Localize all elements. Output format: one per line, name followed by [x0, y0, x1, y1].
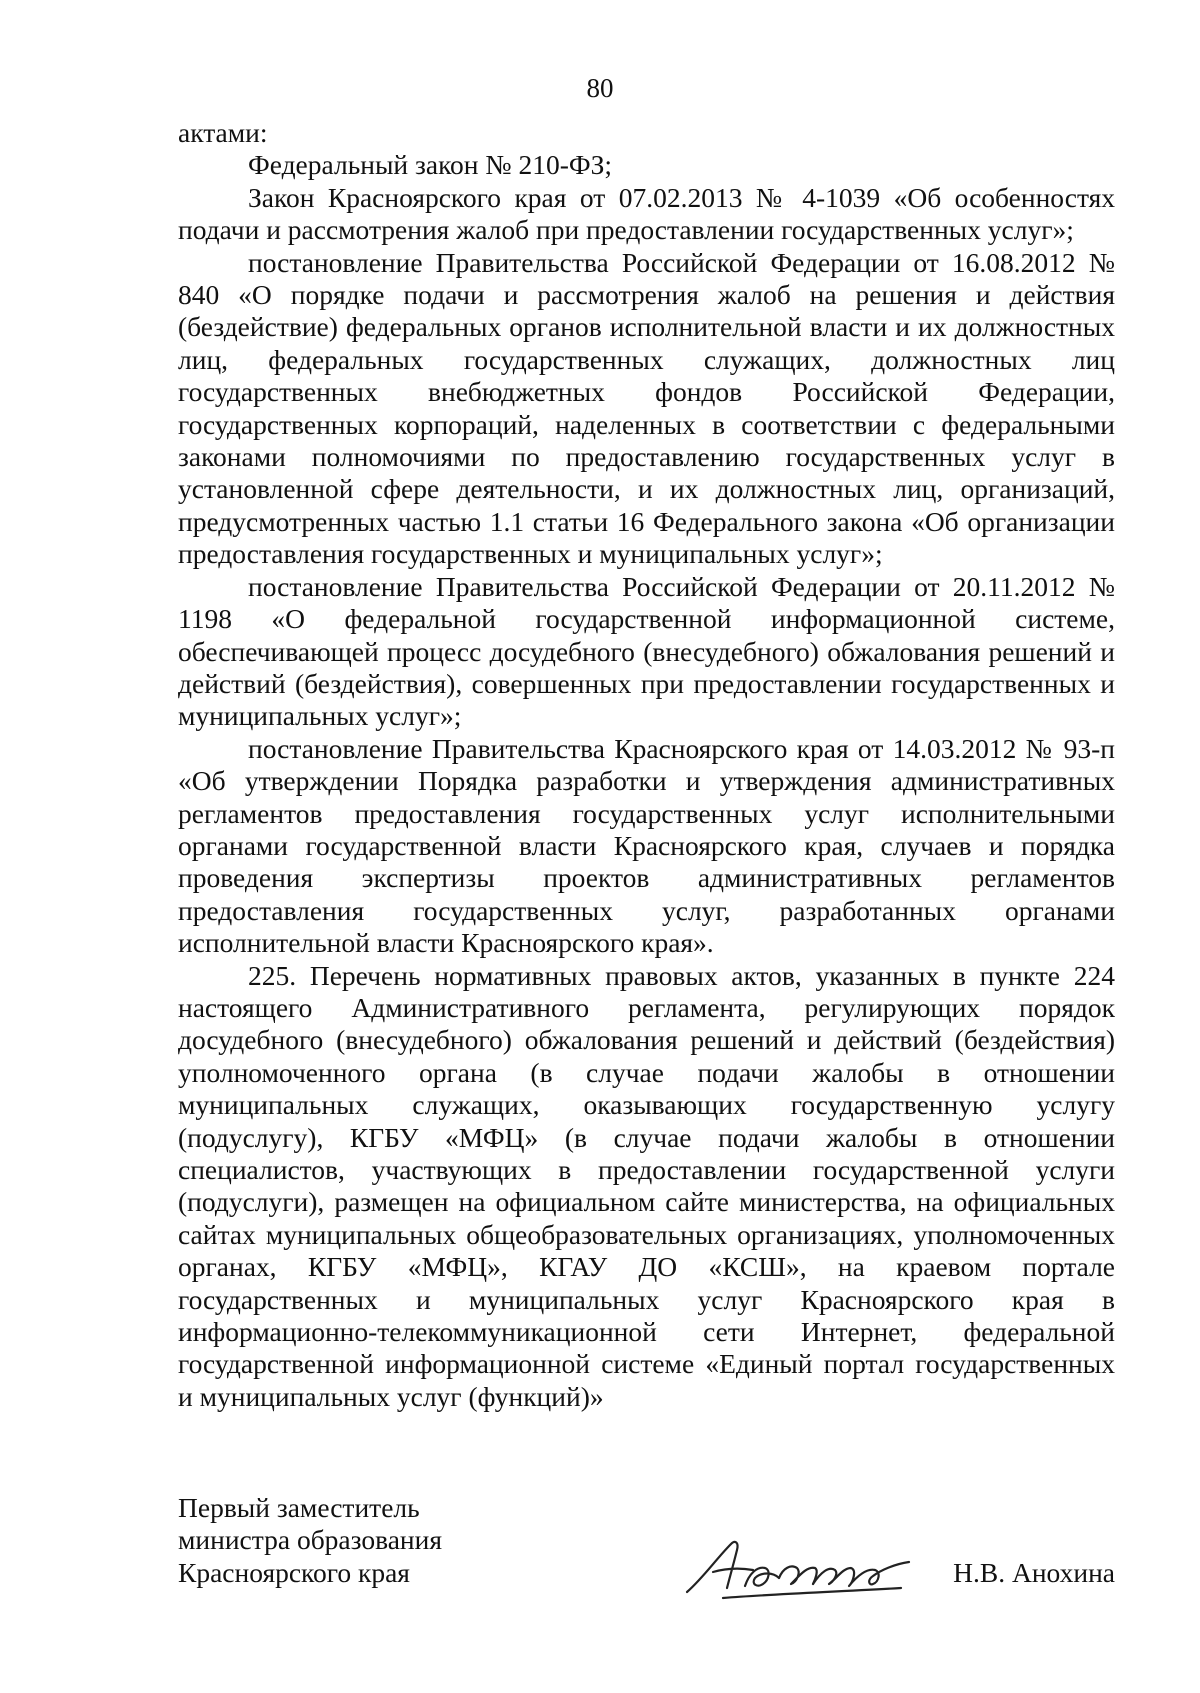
paragraph-resolution-1198: постановление Правительства Российской Федерации от 20.11.2012 № 1198 «О федеральной государственной информационной системе, обеспечивающей процесс досудебного (внесудебного) обжалования решений и действий (бездействия), совершенных при предоставлении государственных и муниципальных услуг»; — [178, 570, 1115, 732]
signature-block — [178, 1492, 1115, 1589]
signer-title-line: министра образования — [178, 1524, 443, 1556]
paragraph-resolution-93p: постановление Правительства Красноярского края от 14.03.2012 № 93-п «Об утверждении Порядка разработки и утверждения административных регламентов предоставления государственных услуг исполнительными органами государственной власти Красноярского края, случаев и порядка проведения экспертизы проектов административных регламентов предоставления государственных услуг, разработанных органами исполнительной власти Красноярского края». — [178, 732, 1115, 959]
page-number: 80 — [586, 73, 614, 103]
paragraph-federal-law-210: Федеральный закон № 210-ФЗ; — [248, 149, 613, 181]
paragraph-225: 225. Перечень нормативных правовых актов, указанных в пункте 224 настоящего Административного регламента, регулирующих порядок досудебного (внесудебного) обжалования решений и действий (бездействия) уполномоченного органа (в случае подачи жалобы в отношении муниципальных служащих, оказывающих государственную услугу (подуслугу), КГБУ «МФЦ» (в случае подачи жалобы в отношении специалистов, участвующих в предоставлении государственной услуги (подуслуги), размещен на официальном сайте министерства, на официальных сайтах муниципальных общеобразовательных организациях, уполномоченных органах, КГБУ «МФЦ», КГАУ ДО «КСШ», на краевом портале государственных и муниципальных услуг Красноярского края в информационно-телекоммуникационной сети Интернет, федеральной государственной информационной системе «Единый портал государственных и муниципальных услуг (функций)» — [178, 959, 1115, 1412]
paragraph-resolution-840: постановление Правительства Российской Федерации от 16.08.2012 № 840 «О порядке подачи и рассмотрения жалоб на решения и действия (бездействие) федеральных органов исполнительной власти и их должностных лиц, федеральных государственных служащих, должностных лиц государственных внебюджетных фондов Российской Федерации, государственных корпораций, наделенных в соответствии с федеральными законами полномочиями по предоставлению государственных услуг в установленной сфере деятельности, и их должностных лиц, организаций, предусмотренных частью 1.1 статьи 16 Федерального закона «Об организации предоставления государственных и муниципальных услуг»; — [178, 246, 1115, 570]
paragraph-continuation: актами: — [178, 117, 268, 148]
signer-name: Н.В. Анохина — [953, 1556, 1115, 1588]
paragraph-krasnoyarsk-law: Закон Красноярского края от 07.02.2013 № 4-1039 «Об особенностях подачи и рассмотрения жалоб при предоставлении государственных услуг»; — [178, 181, 1115, 246]
document-body — [178, 117, 1115, 1413]
signer-title-line: Красноярского края — [178, 1556, 410, 1588]
signer-title-line: Первый заместитель — [178, 1492, 420, 1523]
handwritten-signature — [683, 1528, 913, 1608]
